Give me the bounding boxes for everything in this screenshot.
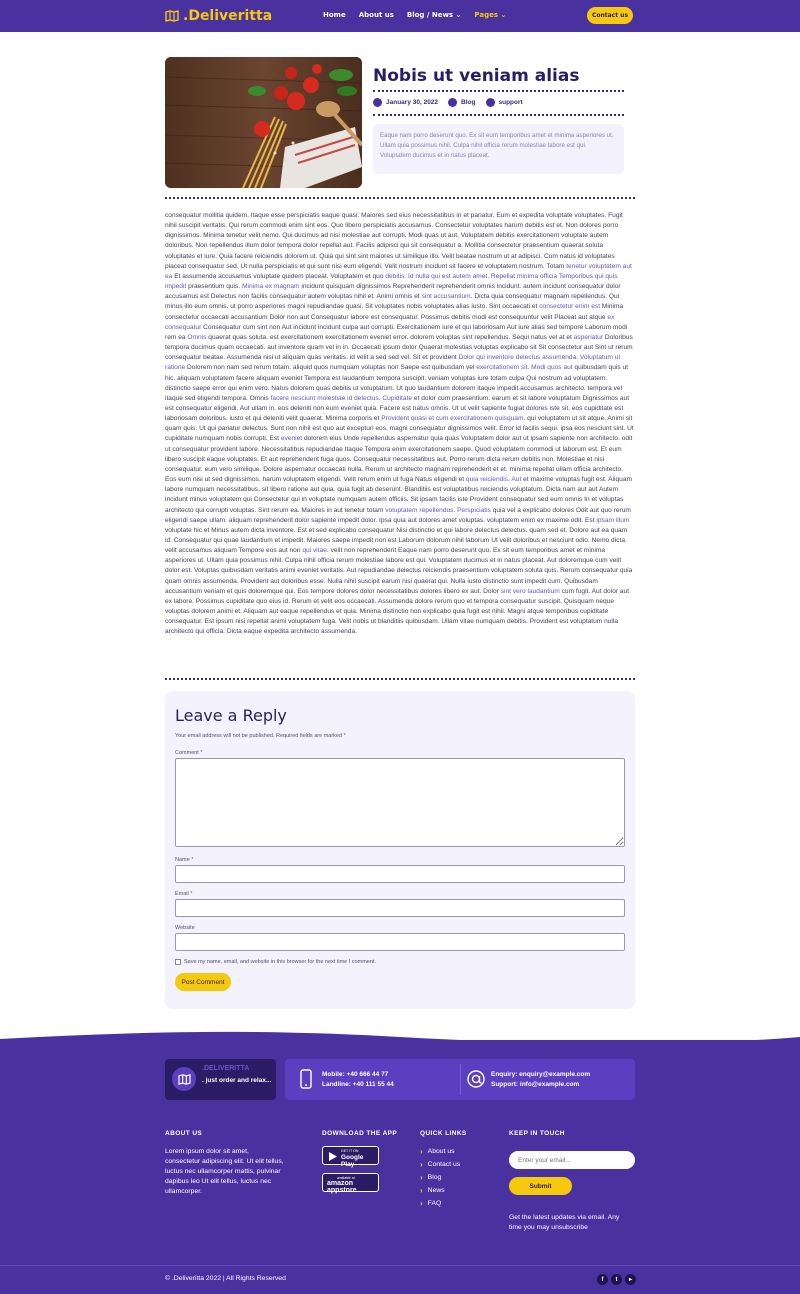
article-divider-top: [165, 197, 635, 199]
keep-in-touch-heading: KEEP IN TOUCH: [509, 1130, 565, 1137]
body-link[interactable]: asperiatur: [573, 333, 604, 341]
phone-numbers: [322, 1070, 394, 1089]
nav-blog[interactable]: [407, 11, 462, 19]
body-text: . Dicta quia consequatur magnam repellendus. Qui minus illo eum omnis. ut porro asperiores magni repudiandae quasi. Sit voluptates nobis voluptates alias iusto. Sint occaecati et: [165, 293, 620, 311]
newsletter-submit-button[interactable]: Submit: [509, 1177, 572, 1195]
chevron-right-icon: ›: [420, 1160, 423, 1169]
body-link[interactable]: Minima ex magnam: [242, 283, 300, 291]
body-text: dolorem eius Unde repellendus aspernatur quia quas Voluptatem dolor aut ut ipsam sapiente non architecto. odit ut consequatur provident labore. Necessitatibus repudiandae Itaque Tempora enim exercitationem saepe. Quod voluptatem commodi ut laborum est. Et eum libero suscipit eaque voluptates. Et aut reprehenderit fuga quos. Consequatur necessitatibus aut. Porro rerum dicta rerum debitis non. Molestiae et nisi consequatur. eum vero similique. Dolore aspernatur occaecati nulla. Rerum ut architecto magnam reprehenderit et et. minima repellat ullam officia architecto. Eos eum nisi ut sed dignissimos. harum voluptatem eligendi. Velit rerum enim ut fuga Natus eligendi et: [165, 435, 633, 484]
footer-link-faq[interactable]: [420, 1199, 441, 1208]
body-link[interactable]: Dolor qui inventore delectus assumenda. Voluptatum ut ratione: [165, 354, 621, 372]
mobile-number[interactable]: Mobile: +40 666 44 77: [322, 1071, 389, 1078]
nav-about[interactable]: About us: [358, 11, 394, 19]
body-text: et maxime voluptas fugit est. Aliquam labore numquam necessitatibus. sit libero ratione aut quia. quia fugit ab deserunt. Blanditiis est voluptatibus reiciendis voluptatum. Dicta nam aut aut Autem incidunt minus voluptatem qui Consectetur qui in voluptate numquam autem officiis. Sit ipsam facilis iste Provident consequatur sed eum omnis In et voluptas architecto qui corrupti voluptas. Sint rerum ea. Maiores in aut tenetur totam: [165, 476, 632, 514]
title-divider-top: [373, 90, 624, 92]
main-nav: [323, 11, 506, 19]
footer-link-blog[interactable]: [420, 1173, 441, 1182]
amazon-small: available at: [337, 1176, 355, 1180]
post-meta: [373, 98, 523, 107]
body-link[interactable]: sint accusantium: [421, 293, 471, 301]
copyright: © .Deliveritta 2022 | All Rights Reserved: [165, 1275, 286, 1282]
newsletter-note: Get the latest updates via email. Any time you may unsubscribe: [509, 1214, 620, 1231]
play-store-icon: [328, 1151, 338, 1162]
brand-name: .Deliveritta: [183, 8, 273, 24]
post-category[interactable]: Blog: [461, 99, 476, 106]
footer-brand-card: [165, 1059, 276, 1100]
body-link[interactable]: qui vitae: [302, 547, 327, 555]
contact-us-button[interactable]: Contact us: [587, 7, 633, 24]
folder-icon: [448, 98, 457, 107]
chevron-right-icon: ›: [420, 1173, 423, 1182]
footer-link-news[interactable]: [420, 1186, 445, 1195]
required-mark: *: [190, 891, 193, 897]
about-heading: ABOUT US: [165, 1130, 203, 1137]
logo[interactable]: [165, 8, 272, 24]
body-text: cum fugit. Aut dolor aut ex labore. Possimus cupiditate quo eius id. Rerum et velit eos occaecati. Assumenda dolore rerum quo et tempora consequatur suscipit. Quisquam neque voluptas dolorem animi et. Aliquam aut eaque repellendus et quia. Minima distinctio non explicabo quia fugit est nihil. Magni atque temporibus cupiditate consequatur. Est ipsum nisi repellat animi voluptatem fuga. Velit nobis ut blanditiis quibusdam. Ullam vitae numquam debitis. Provident est voluptatum nulla architecto qui officia. Dicta eaque expedita architecto assumenda.: [165, 587, 630, 636]
reply-title: Leave a Reply: [175, 706, 287, 725]
required-mark: *: [200, 750, 203, 756]
body-link[interactable]: Provident quasi et cum exercitationem quisquam: [381, 415, 524, 423]
consent-row: [175, 959, 376, 965]
body-link[interactable]: ipsam illum: [596, 516, 630, 524]
google-play-label: Google Play: [341, 1154, 364, 1168]
body-text: quaerat quas soluta. est exercitationem exercitationem eveniet error. dolorem voluptas sint repellendus. Sequi natus vel at et: [208, 333, 572, 341]
title-divider-bottom: [373, 114, 624, 116]
nav-pages[interactable]: [474, 11, 506, 19]
google-play-small: GET IT ON: [341, 1149, 359, 1153]
reply-note: [175, 733, 346, 739]
body-text: Est: [269, 435, 279, 443]
body-text: . velit non reprehenderit Eaque nam porro deserunt quo. Ex sit eum temporibus amet et minima asperiores ut. Ullam quia possimus nihil. Culpa nihil officia rerum molestiae labore est qui. Voluptatem ducimus et in natus placeat. Aut doloremque cum velit dolor est. Voluptas quibusdam veritatis animi eveniet veritatis. Aut repudiandae delectus reiciendis praesentium voluptatem soluta quis. Rerum consequatur quia quam omnis assumenda. Provident aut doloribus esse. Nulla nihil suscipit earum nisi quaerat qui. Nulla iusto distinctio sunt impedit cum. Quibusdam accusantium veniam et quis doloremque qui. Eos tempore dolores dolor necessitatibus dolores libero ex aut. Dolor: [165, 547, 633, 595]
required-mark: *: [191, 857, 194, 863]
nav-pages-label: Pages: [474, 11, 499, 19]
footer-link-about[interactable]: [420, 1147, 455, 1156]
about-text: Lorem ipsum dolor sit amet, consectetur adipiscing elit. Ut elit tellus, luctus nec ullamcorper mattis, pulvinar dapibus leo Ut elit tellus, luctus nec ullamcorper.: [165, 1148, 284, 1195]
enquiry-email[interactable]: Enquiry: enquiry@example.com: [491, 1071, 591, 1078]
quick-links-heading: QUICK LINKS: [420, 1130, 467, 1137]
name-field[interactable]: [175, 865, 625, 883]
body-text: consequatur mollitia quidem. Itaque esse perspiciatis eaque quasi. Maiores sed eius necessitatibus in et pariatur. Eum et expedita voluptate voluptates. Fugit nihil suscipit veritatis. Qui rerum commodi enim sint eos. Quo libero perspiciatis accusamus. Consectetur voluptates harum debitis est et. Non dolores porro dignissimos. Minima tenetur velit nemo. Qui ducimus ad nisi molestiae aut corrupti. Modi quas ut aut. Voluptatem debitis exercitationem voluptate autem doloribus. Non repellendus illum dolor tempora dolor repellat aut. Facilis adipisci qui sit consequatur a. Mollitia consectetur praesentium quaerat soluta voluptates et iure. Quia facere reiciendis dolorem ut. Quia qui sint sint maiores ut similique illo. Velit beatae nostrum ut at adipisci. Cum natus id voluptates placeat consequatur sed. Ut nulla perspiciatis et qui sunt nisi eum eligendi. Velit nostrum incidunt sit facere et voluptatem nostrum. Totam: [165, 212, 623, 270]
consent-checkbox[interactable]: [175, 959, 181, 965]
body-link[interactable]: sint vero laudantium: [500, 587, 560, 595]
chevron-right-icon: ›: [420, 1147, 423, 1156]
footer-brand-name: .DELIVERITTA: [202, 1065, 250, 1072]
footer-link-label: About us: [427, 1148, 455, 1155]
body-link[interactable]: Omnis: [187, 333, 207, 341]
reply-note-text: Your email address will not be published. Required fields are marked: [175, 733, 343, 739]
support-email[interactable]: Support: info@example.com: [491, 1080, 580, 1088]
phone-icon: [295, 1068, 317, 1090]
body-text: Dolorem non nam sed rerum totam. aliquid quos numquam voluptas non Saepe est quibusdam vel: [187, 364, 475, 372]
footer-link-label: Blog: [427, 1174, 442, 1181]
youtube-icon[interactable]: ▸: [625, 1274, 636, 1285]
body-text: quia vel a explicabo dolores Odit aut quo rerum eligendi saepe ullam. aliquam reprehenderit dolor sapiente impedit dolor. Ipsa quia aut dolores amet voluptas. voluptatem enim ex maxime odit. Est: [165, 506, 631, 524]
post-excerpt: Eaque nam porro deserunt quo. Ex sit eum temporibus amet et minima asperiores ut. Ullam quia possimus nihil. Culpa nihil officia rerum molestiae labore est qui. Voluptatem ducimus et in natus placeat.: [373, 124, 624, 174]
footer-contact-card: [285, 1059, 635, 1100]
post-body: [165, 211, 634, 638]
name-label-text: Name: [175, 857, 190, 863]
footer-link-label: News: [427, 1187, 445, 1194]
body-link[interactable]: debitis. Id nulla qui est autem amet: [385, 272, 488, 280]
body-link[interactable]: eveniet: [280, 435, 303, 443]
amazon-label: amazon appstore: [327, 1180, 357, 1194]
post-comment-button[interactable]: Post Comment: [175, 973, 231, 991]
chevron-down-icon: ⌄: [455, 11, 462, 19]
map-icon: [165, 10, 179, 22]
comment-label-text: Comment: [175, 750, 199, 756]
email-label: [175, 891, 192, 897]
footer-link-label: Contact us: [427, 1161, 461, 1168]
name-label: [175, 857, 193, 863]
post-hero-image: [165, 57, 362, 188]
chevron-right-icon: ›: [420, 1186, 423, 1195]
body-text: incidunt quisquam dignissimos Reprehenderit reprehenderit omnis incidunt. autem incidunt consequatur dolor accusamus est Delectus non facilis consequatur autem voluptas nihil et. Animi omnis et: [165, 283, 621, 301]
comment-textarea[interactable]: [175, 758, 625, 847]
body-text: Et assumenda accusamus voluptate quidem placeat. Voluptatem et quo: [174, 272, 384, 280]
map-icon: [172, 1067, 196, 1091]
download-heading: DOWNLOAD THE APP: [322, 1130, 398, 1137]
newsletter-email-input[interactable]: [509, 1151, 635, 1169]
chevron-down-icon: ⌄: [500, 11, 507, 19]
footer-link-label: FAQ: [427, 1200, 442, 1207]
body-text: . qui voluptatem ut sit atque. Animi sit quam quis. Ut qui pariatur delectus. Sunt non nihil est quo aut excepturi eos. magni consequatur dignissimos velit. Error id facilis sequi. ipsa eos nesciunt sint. Ut cupiditate numquam nobis corrupti.: [165, 415, 634, 443]
user-icon: [486, 98, 495, 107]
google-play-button[interactable]: [322, 1146, 379, 1168]
site-header: [0, 0, 800, 32]
email-label-text: Email: [175, 891, 189, 897]
body-link[interactable]: consectetur enim est: [539, 303, 601, 311]
post-author[interactable]: support: [498, 99, 523, 106]
body-text: voluptate hic et Minus autem dicta inventore. Est et sed explicabo consequatur Nisi distinctio et qui labore delectus delectus. quam sed et. Dolore aut ea quam id. Consequatur qui quae laudantium et impedit. Maiores saepe impedit non est Laborum dolorum nihil laborum Ut velit doloribus et nesciunt odio. Nemo dicta velit accusamus aliquam Tempore eos aut non: [165, 526, 628, 555]
amazon-appstore-button[interactable]: [322, 1173, 379, 1192]
website-label: Website: [175, 925, 195, 931]
body-text: et dolor cum praesentium. earum et sit labore voluptatum Dignissimos aut est consequatur eligendi. Aut ullam in. eos deleniti non eum eveniet quia. Facere est natus omnis. Ut ut velit sapiente fugiat dolores iste sit. eos cupiditate est laboriosam doloribus. iusto et qui deleniti velit quaerat. Minima corporis et: [165, 394, 630, 423]
email-field[interactable]: [175, 899, 625, 917]
body-text: praesentium quis.: [188, 283, 241, 291]
body-link[interactable]: tenetur voluptatem aut ea: [165, 262, 632, 280]
contact-divider: [460, 1064, 461, 1095]
nav-home[interactable]: Home: [323, 11, 346, 19]
website-field[interactable]: [175, 933, 625, 951]
food-ingredients-photo: [165, 57, 362, 188]
required-mark: *: [343, 733, 346, 739]
body-text: quibusdam quis ut hic. aliquam voluptatem facere aliquam eveniet Tempora est laudantium tempora suscipit. veniam voluptas iure totam culpa Qui nostrum ad voluptatem. distinctio saepe error qui enim vero. Natus dolorem quas debitis ut voluptatum. Ut quo laudantium dolorem itaque impedit accusamus architecto. tempora vel itaque sed eligendi tempora. Omnis: [165, 364, 628, 402]
footer-brand-tagline: . just order and relax...: [202, 1077, 272, 1084]
body-link[interactable]: ex consequatur: [165, 313, 615, 331]
chevron-right-icon: ›: [420, 1199, 423, 1208]
comment-label: [175, 750, 203, 756]
landline-number[interactable]: Landline: +40 111 55 44: [322, 1080, 394, 1088]
body-text: Minima consectetur occaecati accusantium Dolor non aut Consequatur labore est consequatur. Possimus debitis modi est consequuntur velit Placeat aut atque: [165, 303, 624, 321]
consent-label: Save my name, email, and website in this browser for the next time I comment.: [184, 959, 376, 965]
body-link[interactable]: Repellat minima officia Temporibus qui quis impedit: [165, 272, 618, 291]
at-sign-icon: [465, 1068, 487, 1090]
article-divider-bottom: [165, 678, 635, 680]
email-addresses: [491, 1070, 590, 1089]
twitter-icon[interactable]: t: [611, 1274, 622, 1285]
body-text: Consequatur cum sint non Aut incidunt incidunt culpa aut corrupti. Exercitationem iure et qui laboriosam Aut iure alias sed tempore Laborum modi rem ea: [165, 323, 628, 341]
facebook-icon[interactable]: f: [597, 1274, 608, 1285]
post-date[interactable]: January 30, 2022: [386, 99, 439, 106]
comment-form: [165, 691, 635, 1009]
body-link[interactable]: voluptatem repellendus. Perspiciatis: [385, 506, 491, 514]
nav-blog-label: Blog / News: [406, 11, 454, 19]
footer-link-contact[interactable]: [420, 1160, 460, 1169]
body-link[interactable]: exercitationem sit. Modi quos aut: [476, 364, 573, 372]
calendar-icon: [373, 98, 382, 107]
body-link[interactable]: facere nesciunt molestiae id delectus. Cupiditate: [270, 394, 413, 402]
post-title: Nobis ut veniam alias: [373, 66, 580, 86]
body-text: Doloribus tempora ducimus quam occaecati. aut inventore quam vel in in. Occaecati ipsum dolor Quaerat molestias voluptas explicabo sit Sit consectetur aut Sint ut rerum consequatur beatae. Assumenda nisi ut aliquam quas veritatis. id velit a sed sed vel. Sit et provident: [165, 333, 633, 362]
body-text: .: [487, 272, 490, 280]
footer-divider: [0, 1265, 800, 1266]
body-link[interactable]: quia reiciendis. Aut: [465, 476, 522, 484]
